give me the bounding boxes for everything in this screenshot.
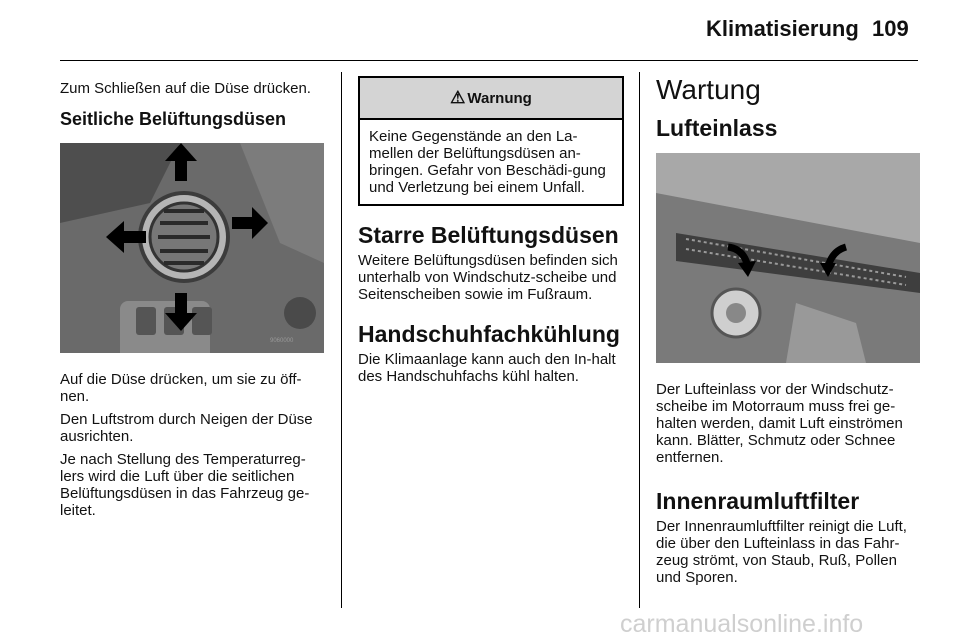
page-number: 109 xyxy=(872,16,909,41)
paragraph-press-nozzle: Auf die Düse drücken, um sie zu öff-nen. xyxy=(60,371,302,405)
section-heading-fixed-vents: Starre Belüftungsdüsen xyxy=(358,222,619,248)
warning-text: Keine Gegenstände an den La-mellen der Belüftungsdüsen an-bringen. Gefahr von Beschädi-gung und Verletzung bei einem Unfall. xyxy=(369,128,606,196)
intro-text: Zum Schließen auf die Düse drücken. xyxy=(60,80,311,97)
section-heading-cabin-filter: Innenraumluftfilter xyxy=(656,488,860,514)
column-divider-right xyxy=(639,72,640,608)
column-1 xyxy=(60,80,326,525)
watermark: carmanualsonline.info xyxy=(620,610,864,638)
air-intake-photo xyxy=(656,153,920,363)
air-intake-illustration xyxy=(656,153,920,363)
paragraph-cabin-filter: Der Innenraumluftfilter reinigt die Luft, die über den Lufteinlass in das Fahr-zeug strömt, von Staub, Ruß, Pollen und Sporen. xyxy=(656,518,907,586)
side-vent-photo xyxy=(60,143,324,353)
warning-box xyxy=(358,76,624,206)
section-heading-side-vents: Seitliche Belüftungsdüsen xyxy=(60,109,287,129)
page-header-title: Klimatisierung xyxy=(706,16,859,41)
section-heading-glovebox-cooling: Handschuhfachkühlung xyxy=(358,321,620,347)
section-heading-air-intake: Lufteinlass xyxy=(656,115,778,141)
warning-header xyxy=(360,78,622,120)
image-code: 9060000 xyxy=(270,338,294,344)
side-vent-illustration xyxy=(60,143,324,353)
warning-triangle-icon: ⚠ xyxy=(450,88,466,107)
paragraph-air-intake: Der Lufteinlass vor der Windschutz-scheibe im Motorraum muss frei ge-halten werden, damit Luft einströmen kann. Blätter, Schmutz oder Schnee entfernen. xyxy=(656,381,903,466)
column-2 xyxy=(358,76,622,391)
warning-title: Warnung xyxy=(467,89,532,107)
column-3 xyxy=(656,74,920,592)
column-divider-left xyxy=(341,72,342,608)
paragraph-airflow: Den Luftstrom durch Neigen der Düse ausrichten. xyxy=(60,411,313,445)
header-rule xyxy=(60,60,918,61)
paragraph-temperature: Je nach Stellung des Temperaturreg-lers wird die Luft über die seitlichen Belüftungsdüsen in das Fahrzeug ge-leitet. xyxy=(60,451,310,519)
chapter-title-maintenance: Wartung xyxy=(656,74,761,105)
paragraph-fixed-vents: Weitere Belüftungsdüsen befinden sich unterhalb von Windschutz-scheibe und Seitenscheiben sowie im Fußraum. xyxy=(358,252,618,303)
paragraph-glovebox-cooling: Die Klimaanlage kann auch den In-halt des Handschuhfachs kühl halten. xyxy=(358,351,616,385)
